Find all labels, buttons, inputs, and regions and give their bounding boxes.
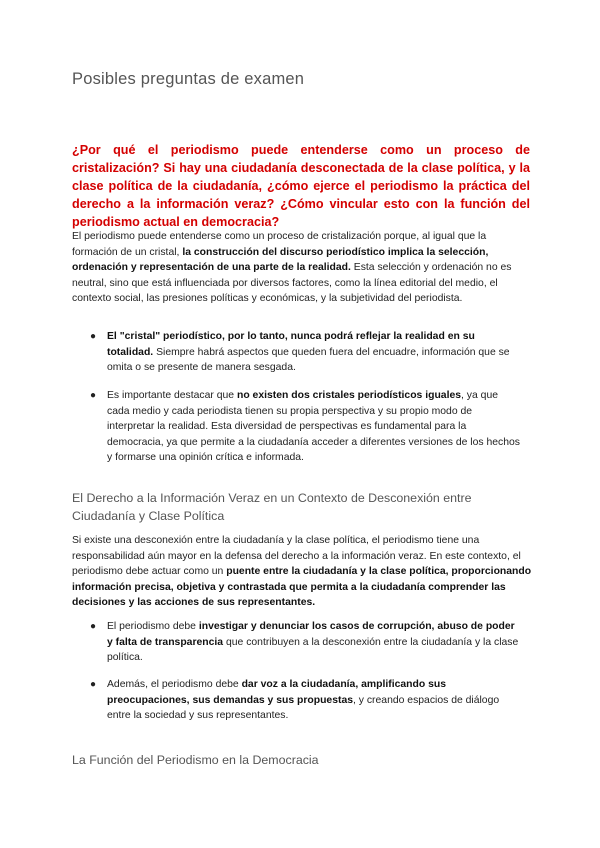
section-2-text: Si existe una desconexión entre la ciudadanía y la clase política, el periodismo tiene una responsabilidad aún mayor en la defensa del derecho a la información veraz. En este contexto, el periodismo debe actuar como un	[72, 535, 521, 578]
bullet-plain: Además, el periodismo debe	[107, 679, 242, 690]
bullet-plain: , ya que cada medio y cada periodista tienen su propia perspectiva y su propio modo de interpretar la realidad. Esta diversidad de perspectivas es fundamental para la democracia, ya que permite a la ciudadanía acceder a diferentes versiones de los hechos y formarse una opinión crítica e informada.	[107, 390, 520, 464]
section-heading-funcion-democracia: La Función del Periodismo en la Democracia	[72, 753, 319, 767]
section-2-bold: puente entre la ciudadanía y la clase política, proporcionando información precisa, objetiva y contrastada que permita a la ciudadanía comprender las decisiones y las acciones de sus representantes.	[72, 566, 532, 609]
intro-text-2: Esta selección y ordenación no es neutral, sino que está influenciada por diversos factores, como la línea editorial del medio, el contexto social, las presiones políticas y económicas, y la subjetividad del periodista.	[72, 262, 512, 305]
bullet-plain: Siempre habrá aspectos que queden fuera del encuadre, información que se omita o se presente de manera sesgada.	[107, 346, 510, 374]
bullet-bold: no existen dos cristales periodísticos iguales	[236, 390, 462, 401]
bullet-text	[107, 677, 520, 724]
intro-paragraph	[72, 229, 534, 307]
bullet-bold: El "cristal" periodístico, por lo tanto, nunca podrá reflejar la realidad en su totalidad.	[107, 331, 475, 358]
bullet-text	[107, 619, 520, 666]
bullet-dot-icon: ●	[90, 331, 97, 342]
bullet-item-cristales-iguales	[90, 388, 520, 466]
section-2-paragraph	[72, 533, 534, 611]
bullet-text	[107, 329, 520, 376]
page-title: Posibles preguntas de examen	[72, 70, 305, 88]
bullet-plain: El periodismo debe	[107, 621, 199, 632]
intro-bold-1: la construcción del discurso periodístico implica la selección, ordenación y representación de una parte de la realidad.	[72, 246, 489, 274]
bullet-item-cristal	[90, 329, 520, 376]
bullet-dot-icon: ●	[90, 679, 97, 690]
bullet-bold: dar voz a la ciudadanía, amplificando sus preocupaciones, sus demandas y sus propuestas	[107, 679, 446, 706]
exam-question: ¿Por qué el periodismo puede entenderse como un proceso de cristalización? Si hay una ciudadanía desconectada de la clase política, y la clase política de la ciudadanía, ¿cómo ejerce el periodismo la práctica del derecho a la información veraz? ¿Cómo vincular esto con la función del periodismo actual en democracia?	[72, 143, 530, 229]
intro-text-1: El periodismo puede entenderse como un proceso de cristalización porque, al igual que la formación de un cristal,	[72, 231, 487, 258]
bullet-text	[107, 388, 520, 466]
bullet-item-dar-voz	[90, 677, 520, 724]
bullet-plain: , y creando espacios de diálogo entre la sociedad y sus representantes.	[107, 694, 500, 722]
bullet-plain: Es importante destacar que	[107, 390, 237, 401]
bullet-dot-icon: ●	[90, 621, 97, 632]
bullet-dot-icon: ●	[90, 390, 97, 401]
bullet-item-investigar	[90, 619, 520, 666]
bullet-plain: que contribuyen a la desconexión entre la ciudadanía y la clase política.	[107, 636, 519, 664]
bullet-bold: investigar y denunciar los casos de corrupción, abuso de poder y falta de transparencia	[107, 621, 515, 648]
section-heading-derecho-informacion: El Derecho a la Información Veraz en un Contexto de Desconexión entre Ciudadanía y Clase Política	[72, 491, 472, 523]
